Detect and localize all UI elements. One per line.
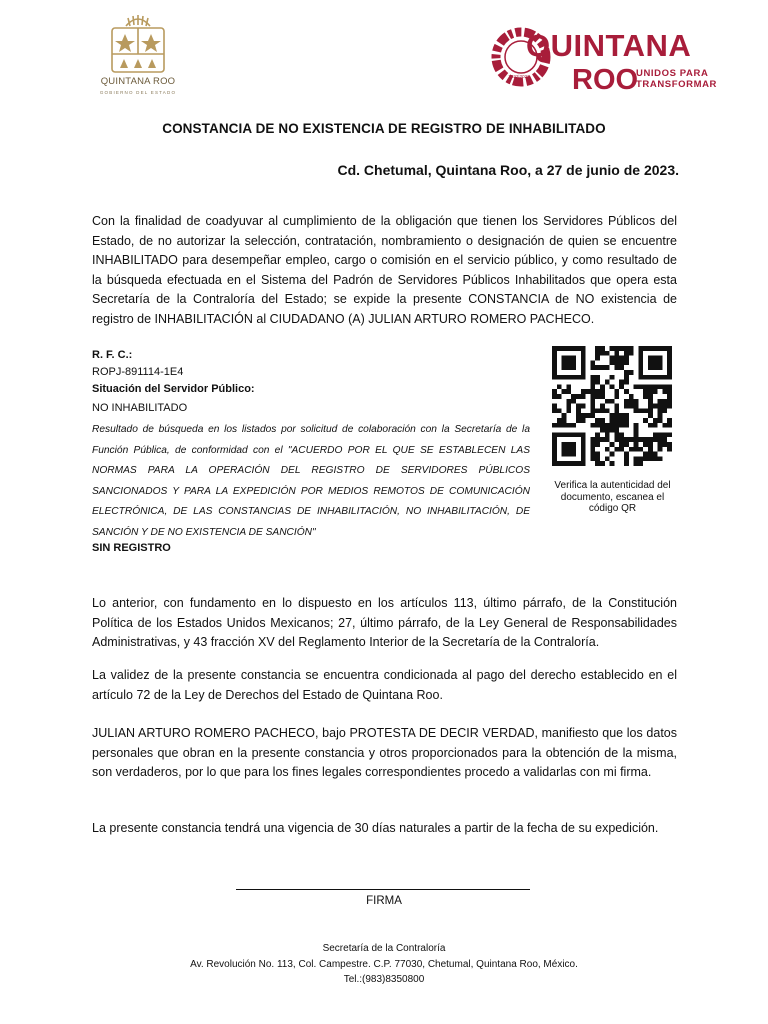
signature-label: FIRMA (366, 895, 402, 907)
intro-paragraph: Con la finalidad de coadyuvar al cumplimiento de la obligación que tienen los Servidores Públicos del Estado, de no autorizar la selección, contratación, nombramiento o designación de quien se encuentre INHABILITADO para desempeñar empleo, cargo o comisión en el servicio público, y como resultado de la búsqueda efectuada en el Sistema del Padrón de Servidores Públicos Inhabilitados que opera esta Secretaría de la Contraloría del Estado; se expide la presente CONSTANCIA de NO existencia de registro de INHABILITACIÓN al CIUDADANO (A) JULIAN ARTURO ROMERO PACHECO. (92, 214, 677, 326)
qr-code[interactable] (552, 346, 672, 466)
qr-caption: Verifica la autenticidad del documento, escanea el código QR (554, 480, 671, 514)
brand-slogan (636, 68, 717, 90)
declaration-paragraph: JULIAN ARTURO ROMERO PACHECO, bajo PROTESTA DE DECIR VERDAD, manifiesto que los datos personales que obran en la presente constancia y otros proporcionados para la obtención de la misma, son verdaderos, por lo que para los fines legales correspondientes procedo a validarlas con mi firma. (92, 726, 677, 779)
search-note: Resultado de búsqueda en los listados por solicitud de colaboración con la Secretaría de la Función Pública, de conformidad con el "ACUERDO POR EL QUE SE ESTABLECEN LAS NORMAS PARA LA OPERACIÓN DEL REGISTRO DE SERVIDORES PÚBLICOS SANCIONADOS Y PARA LA EXPEDICIÓN POR MEDIOS REMOTOS DE COMUNICACIÓN ELECTRÓNICA, DE LAS CONSTANCIAS DE INHABILITACIÓN, NO INHABILITACIÓN, DE SANCIÓN Y DE NO EXISTENCIA DE SANCIÓN" (92, 424, 530, 538)
state-logo-subtitle: GOBIERNO DEL ESTADO (99, 90, 177, 95)
document-title: CONSTANCIA DE NO EXISTENCIA DE REGISTRO DE INHABILITADO (162, 121, 606, 136)
brand-name-line1: QUINTANA (526, 28, 692, 63)
brand-period: 2022|2027 (508, 74, 530, 79)
validity-condition-paragraph: La validez de la presente constancia se encuentra condicionada al pago del derecho establecido en el artículo 72 de la Ley de Derechos del Estado de Quintana Roo. (92, 668, 677, 702)
rfc-value: ROPJ-891114-1E4 (92, 366, 184, 378)
brand-slogan-line1: UNIDOS PARA (636, 68, 709, 79)
situation-label: Situación del Servidor Público: (92, 383, 255, 395)
footer-phone: Tel.:(983)8350800 (343, 974, 425, 985)
validity-period-paragraph: La presente constancia tendrá una vigencia de 30 días naturales a partir de la fecha de su expedición. (92, 821, 659, 835)
state-coat-of-arms-icon (98, 14, 178, 76)
no-record-status: SIN REGISTRO (92, 542, 171, 554)
government-brand-logo (486, 24, 718, 96)
footer-office: Secretaría de la Contraloría (322, 943, 446, 954)
legal-basis-paragraph: Lo anterior, con fundamento en lo dispuesto en los artículos 113, último párrafo, de la Constitución Política de los Estados Unidos Mexicanos; 27, último párrafo, de la Ley General de Responsabilidades Administrativas, y 43 fracción XV del Reglamento Interior de la Secretaría de la Contraloría. (92, 596, 677, 649)
signature-line (236, 889, 530, 890)
situation-value: NO INHABILITADO (92, 402, 188, 414)
state-logo-name: QUINTANA ROO (100, 76, 176, 87)
brand-slogan-line2: TRANSFORMAR (636, 79, 718, 90)
place-and-date: Cd. Chetumal, Quintana Roo, a 27 de junio de 2023. (337, 162, 679, 178)
rfc-label: R. F. C.: (92, 349, 133, 361)
state-logo (98, 14, 178, 106)
footer-address: Av. Revolución No. 113, Col. Campestre. C.P. 77030, Chetumal, Quintana Roo, México. (190, 959, 578, 970)
qr-modules (552, 346, 672, 466)
brand-name-line2: ROO (572, 64, 639, 96)
